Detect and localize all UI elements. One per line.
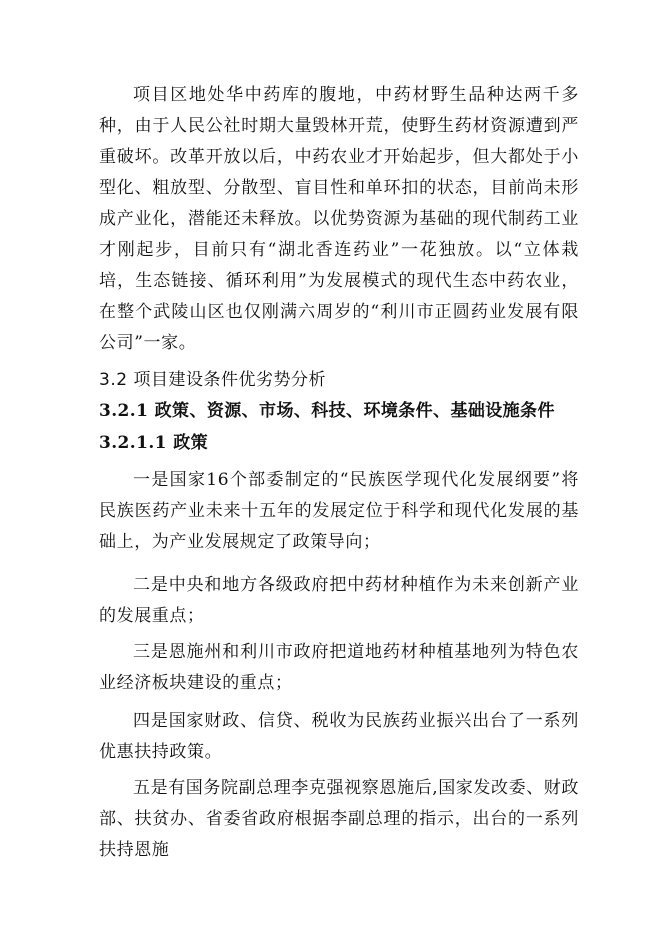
policy-item-1: 一是国家16个部委制定的“民族医学现代化发展纲要”将民族医药产业未来十五年的发展定位于科学和现代化发展的基础上，为产业发展规定了政策导向；: [99, 470, 579, 552]
policy-item-2: 二是中央和地方各级政府把中药材种植作为未来创新产业的发展重点；: [99, 575, 579, 626]
section-heading-3-2-1: 3.2.1 政策、资源、市场、科技、环境条件、基础设施条件: [99, 401, 555, 421]
policy-item-5: 五是有国务院副总理李克强视察恩施后,国家发改委、财政部、扶贫办、省委省政府根据李副总理的指示，出台的一系列扶持恩施: [99, 778, 580, 860]
section-heading-3-2: 3.2 项目建设条件优劣势分析: [99, 370, 326, 390]
policy-item-3: 三是恩施州和利川市政府把道地药材种植基地列为特色农业经济板块建设的重点；: [99, 642, 579, 693]
policy-item-4: 四是国家财政、信贷、税收为民族药业振兴出台了一系列优惠扶持政策。: [99, 711, 579, 762]
intro-paragraph: 项目区地处华中药库的腹地，中药材野生品种达两千多种，由于人民公社时期大量毁林开荒，使野生药材资源遭到严重破坏。改革开放以后，中药农业才开始起步，但大都处于小型化、粗放型、分散型、盲目性和单环扣的状态，目前尚未形成产业化，潜能还未释放。以优势资源为基础的现代制药工业才刚起步，目前只有“湖北香连药业”一花独放。以“立体栽培，生态链接、循环利用”为发展模式的现代生态中药农业，在整个武陵山区也仅刚满六周岁的“利川市正圆药业发展有限公司”一家。: [99, 85, 579, 353]
section-heading-3-2-1-1: 3.2.1.1 政策: [99, 433, 208, 453]
